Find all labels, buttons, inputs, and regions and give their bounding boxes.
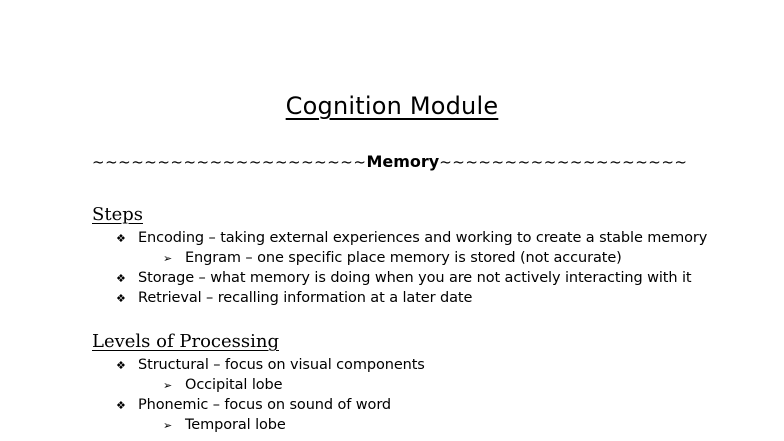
bullet-icon: ❖ [116, 232, 126, 245]
arrow-bullet-icon: ➢ [163, 252, 173, 265]
bullet-icon: ❖ [116, 399, 126, 412]
sub-list-item: Occipital lobe [185, 377, 283, 393]
bullet-icon: ❖ [116, 292, 126, 305]
list-item: Retrieval – recalling information at a later date [138, 290, 473, 306]
divider-right-tildes: ~~~~~~~~~~~~~~~~~~~ [439, 153, 688, 171]
sub-list-item: Temporal lobe [185, 417, 286, 433]
sub-list-item: Engram – one specific place memory is stored (not accurate) [185, 250, 622, 266]
list-item: Storage – what memory is doing when you are not actively interacting with it [138, 270, 692, 286]
bullet-icon: ❖ [116, 272, 126, 285]
section-divider [92, 152, 688, 171]
page-title: Cognition Module [285, 92, 499, 120]
list-item: Phonemic – focus on sound of word [138, 397, 392, 413]
divider-left-tildes: ~~~~~~~~~~~~~~~~~~~~~ [92, 153, 367, 171]
list-item: Encoding – taking external experiences and working to create a stable memory [138, 230, 708, 246]
divider-word: Memory [366, 152, 440, 171]
bullet-icon: ❖ [116, 359, 126, 372]
section-heading-levels-of-processing: Levels of Processing [92, 331, 279, 352]
section-heading-steps: Steps [92, 204, 143, 225]
arrow-bullet-icon: ➢ [163, 419, 173, 432]
arrow-bullet-icon: ➢ [163, 379, 173, 392]
list-item: Structural – focus on visual components [138, 357, 425, 373]
